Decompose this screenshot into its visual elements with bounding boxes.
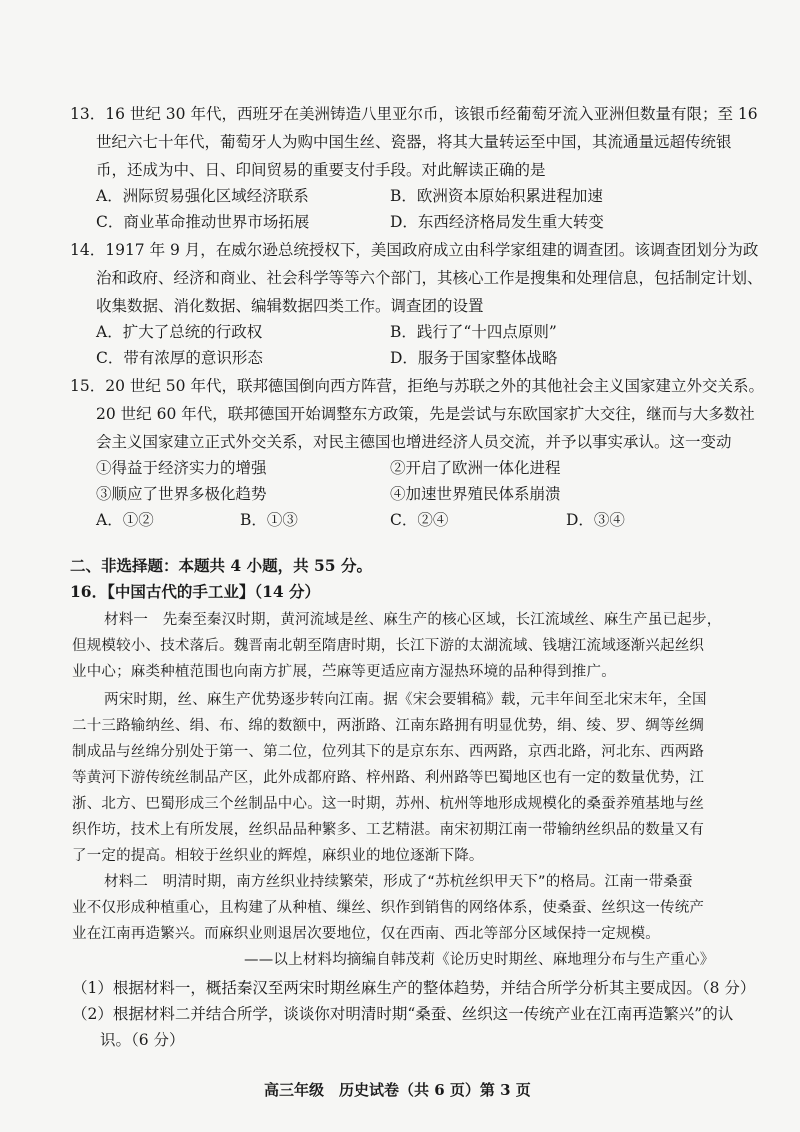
q13-stem-line-3: 币，还成为中、日、印间贸易的重要支付手段。对此解读正确的是 [96, 161, 546, 179]
q16-sub-1: （1）根据材料一，概括秦汉至两宋时期丝麻生产的整体趋势，并结合所学分析其主要成因。（8 分） [72, 979, 756, 997]
q16-sub-2-line-1: （2）根据材料二并结合所学，谈谈你对明清时期“桑蚕、丝织这一传统产业在江南再造繁兴”的认 [72, 1005, 734, 1023]
q15-option-b: B．①③ [240, 511, 298, 529]
material-line-5: 二十三路输纳丝、绢、布、绵的数额中，两浙路、江南东路拥有明显优势，绢、绫、罗、绸等丝绸 [72, 718, 705, 734]
material-line-8: 浙、北方、巴蜀形成三个丝制品中心。这一时期，苏州、杭州等地形成规模化的桑蚕养殖基地与丝 [72, 796, 705, 812]
q14-stem-line-1: 14．1917 年 9 月，在威尔逊总统授权下，美国政府成立由科学家组建的调查团。该调查团划分为政 [70, 241, 759, 259]
q15-option-c: C．②④ [390, 511, 449, 529]
material-line-11: 材料二 明清时期，南方丝织业持续繁荣，形成了“苏杭丝织甲天下”的格局。江南一带桑蚕 [104, 874, 693, 890]
material-line-13: 业在江南再造繁兴。而麻织业则退居次要地位，仅在西南、西北等部分区域保持一定规模。 [72, 926, 660, 942]
q14-stem-line-3: 收集数据、消化数据、编辑数据四类工作。调查团的设置 [96, 297, 484, 315]
q15-item-2: ②开启了欧洲一体化进程 [390, 459, 561, 477]
q14-option-a: A．扩大了总统的行政权 [96, 323, 263, 341]
material-line-3: 业中心；麻类种植范围也向南方扩展，苎麻等更适应南方湿热环境的品种得到推广。 [72, 664, 616, 680]
q15-stem-line-1: 15．20 世纪 50 年代，联邦德国倒向西方阵营，拒绝与苏联之外的其他社会主义国家建立外交关系。 [70, 377, 764, 395]
material-line-4: 两宋时期，丝、麻生产优势逐步转向江南。据《宋会要辑稿》载，元丰年间至北宋末年，全国 [104, 692, 707, 708]
q15-stem-line-2: 20 世纪 60 年代，联邦德国开始调整东方政策，先是尝试与东欧国家扩大交往，继而与大多数社 [96, 405, 755, 423]
material-line-12: 业不仅形成种植重心，且构建了从种植、缫丝、织作到销售的网络体系，使桑蚕、丝织这一传统产 [72, 900, 705, 916]
q15-option-d: D．③④ [566, 511, 625, 529]
q15-item-1: ①得益于经济实力的增强 [96, 459, 267, 477]
material-line-7: 等黄河下游传统丝制品产区，此外成都府路、梓州路、利州路等巴蜀地区也有一定的数量优势，江 [72, 770, 705, 786]
q13-option-c: C．商业革命推动世界市场拓展 [96, 213, 310, 231]
q14-option-d: D．服务于国家整体战略 [390, 349, 558, 367]
q13-option-a: A．洲际贸易强化区域经济联系 [96, 187, 309, 205]
material-line-10: 了一定的提高。相较于丝织业的辉煌，麻织业的地位逐渐下降。 [72, 848, 484, 864]
q16-sub-2-line-2: 识。（6 分） [100, 1031, 185, 1049]
q13-stem-line-1: 13．16 世纪 30 年代，西班牙在美洲铸造八里亚尔币，该银币经葡萄牙流入亚洲但数量有限；至 16 [70, 105, 758, 123]
q16-title: 16．【中国古代的手工业】（14 分） [70, 582, 321, 601]
q13-option-d: D．东西经济格局发生重大转变 [390, 213, 604, 231]
q14-stem-line-2: 治和政府、经济和商业、社会科学等等六个部门，其核心工作是搜集和处理信息，包括制定计划、 [96, 269, 763, 287]
material-source: ——以上材料均摘编自韩茂莉《论历史时期丝、麻地理分布与生产重心》 [244, 952, 715, 968]
q13-stem-line-2: 世纪六七十年代，葡萄牙人为购中国生丝、瓷器，将其大量转运至中国，其流通量远超传统银 [96, 133, 732, 151]
q15-stem-line-3: 会主义国家建立正式外交关系，对民主德国也增进经济人员交流，并予以事实承认。这一变动 [96, 433, 732, 451]
page-footer: 高三年级 历史试卷（共 6 页）第 3 页 [264, 1081, 531, 1099]
q15-item-3: ③顺应了世界多极化趋势 [96, 485, 267, 503]
q13-option-b: B．欧洲资本原始积累进程加速 [390, 187, 603, 205]
q14-option-c: C．带有浓厚的意识形态 [96, 349, 263, 367]
material-line-6: 制成品与丝绵分别处于第一、第二位，位列其下的是京东东、西两路，京西北路，河北东、西两路 [72, 744, 705, 760]
q14-option-b: B．践行了“十四点原则” [390, 323, 557, 341]
material-line-1: 材料一 先秦至秦汉时期，黄河流域是丝、麻生产的核心区域，长江流域丝、麻生产虽已起步， [104, 612, 722, 628]
q15-option-a: A．①② [96, 511, 154, 529]
material-line-9: 织作坊，技术上有所发展，丝织品品种繁多、工艺精湛。南宋初期江南一带输纳丝织品的数量又有 [72, 822, 705, 838]
material-line-2: 但规模较小、技术落后。魏晋南北朝至隋唐时期，长江下游的太湖流域、钱塘江流域逐渐兴起丝织 [72, 638, 705, 654]
section-heading: 二、非选择题：本题共 4 小题，共 55 分。 [70, 556, 372, 575]
q15-item-4: ④加速世界殖民体系崩溃 [390, 485, 561, 503]
